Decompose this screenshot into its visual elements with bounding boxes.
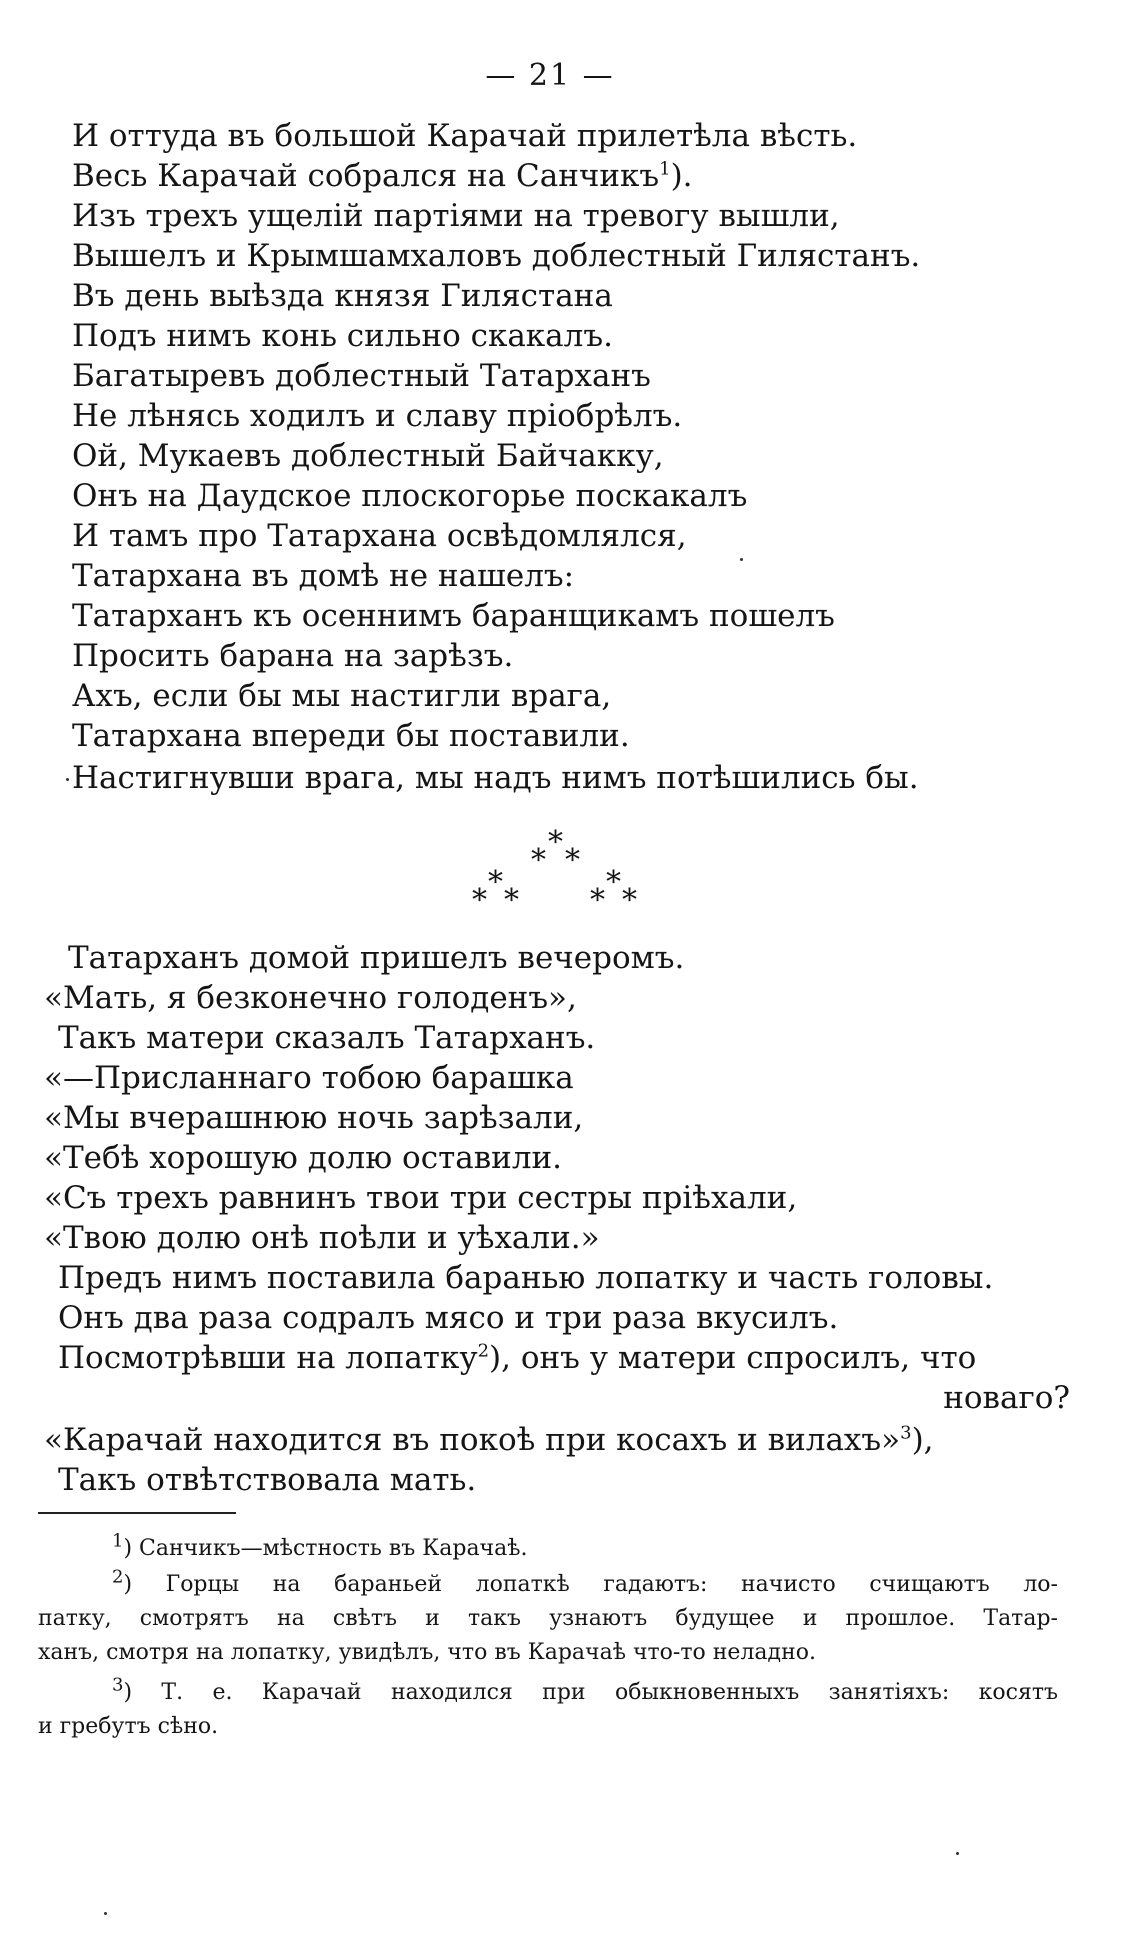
verse-line: Татархана въ домѣ не нашелъ: [72,558,575,594]
verse-line: Такъ матери сказалъ Татарханъ. [58,1020,596,1056]
verse-line: Татарханъ домой пришелъ вечеромъ. [68,940,685,976]
verse-line: Татархана впереди бы поставили. [72,718,630,754]
verse-line: Просить барана на зарѣзъ. [72,638,514,674]
verse-line: Вышелъ и Крымшамхаловъ доблестный Гилястанъ. [72,238,921,274]
verse-line: И тамъ про Татархана освѣдомлялся, [72,518,687,554]
verse-line: Ой, Мукаевъ доблестный Байчакку, [72,438,664,474]
verse-line: Багатыревъ доблестный Татарханъ [72,358,651,394]
verse-line: И оттуда въ большой Карачай прилетѣла вѣсть. [72,118,858,154]
verse-line: «Мать, я безконечно голоденъ», [44,980,577,1016]
footnote-3: $^3$) Т. е. Карачай находился при обыкновенныхъ занятіяхъ: косятъ [112,1674,1058,1705]
footnote-2-continued: патку, смотрятъ на свѣтъ и такъ узнаютъ будущее и прошлое. Татар- [38,1606,1058,1631]
verse-line: Подъ нимъ конь сильно скакалъ. [72,318,613,354]
verse-line: Ахъ, если бы мы настигли врага, [72,678,612,714]
verse-line: «Тебѣ хорошую долю оставили. [44,1140,563,1176]
verse-line: Изъ трехъ ущелій партіями на тревогу вышли, [72,198,840,234]
verse-line: «Карачай находится въ покоѣ при косахъ и вилахъ»$^3$), [44,1422,934,1458]
footnote-3-continued: и гребутъ сѣно. [38,1714,219,1739]
verse-line: «Твою долю онѣ поѣли и уѣхали.» [44,1220,600,1256]
asterism-star: * [606,865,621,900]
verse-line: Такъ отвѣтствовала мать. [58,1462,477,1498]
verse-line: Онъ на Даудское плоскогорье поскакалъ [72,478,748,514]
asterism-star: * [531,843,546,878]
verse-line: Татарханъ къ осеннимъ баранщикамъ пошелъ [72,598,835,634]
footnote-2: $^2$) Горцы на бараньей лопаткѣ гадаютъ: начисто счищаютъ ло- [112,1566,1058,1597]
asterism-star: * [472,883,487,918]
asterism-star: * [548,825,563,860]
asterism-star: * [565,843,580,878]
asterism-star: * [488,865,503,900]
print-speck [956,1852,959,1855]
verse-line: Настигнувши врага, мы надъ нимъ потѣшились бы. [72,760,919,796]
verse-line: «Съ трехъ равнинъ твои три сестры пріѣхали, [44,1180,798,1216]
verse-line: Предъ нимъ поставила баранью лопатку и часть головы. [58,1260,994,1296]
verse-line: Въ день выѣзда князя Гилястана [72,278,613,314]
verse-line: Весь Карачай собрался на Санчикъ$^1$). [72,158,693,194]
verse-line: «—Присланнаго тобою барашка [44,1060,574,1096]
asterism-star: * [622,883,637,918]
footnote-2-continued: ханъ, смотря на лопатку, увидѣлъ, что въ Карачаѣ что-то неладно. [38,1640,816,1665]
print-speck [104,1912,107,1915]
footnote-rule [38,1512,236,1514]
footnote-ref: 2 [477,1340,490,1362]
print-speck [740,558,743,561]
verse-line-right: новаго? [943,1380,1070,1416]
print-speck [66,778,69,781]
verse-line: Посмотрѣвши на лопатку$^2$), онъ у матери спросилъ, что [58,1340,977,1376]
page-number: — 21 — [485,58,615,93]
asterism-star: * [504,883,519,918]
footnote-ref: 3 [900,1422,912,1444]
footnote-1: $^1$) Санчикъ—мѣстность въ Карачаѣ. [112,1530,528,1561]
verse-line: Не лѣнясь ходилъ и славу пріобрѣлъ. [72,398,683,434]
verse-line: Онъ два раза содралъ мясо и три раза вкусилъ. [58,1300,839,1336]
asterism-star: * [590,883,605,918]
footnote-ref: 1 [659,158,671,180]
verse-line: «Мы вчерашнюю ночь зарѣзали, [44,1100,584,1136]
